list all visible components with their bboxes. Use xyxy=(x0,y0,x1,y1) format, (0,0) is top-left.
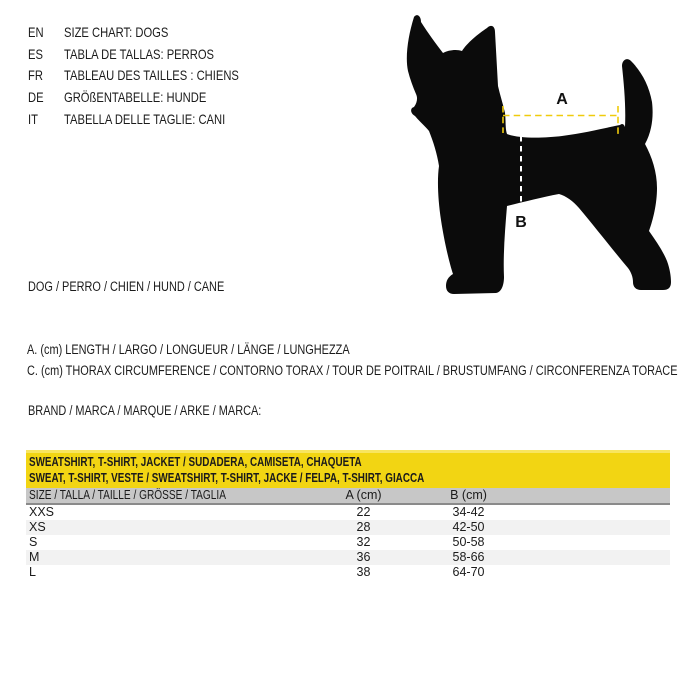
lang-code: IT xyxy=(28,110,38,127)
measure-a-label: A xyxy=(556,91,568,108)
table-row-l xyxy=(26,565,670,580)
dog-silhouette xyxy=(407,15,671,294)
lang-text: TABELLA DELLE TAGLIE: CANI xyxy=(64,110,226,127)
b-cell: 50-58 xyxy=(452,535,485,549)
a-cell: 28 xyxy=(356,520,371,534)
size-cell: XS xyxy=(29,520,46,534)
table-title-line2: SWEAT, T-SHIRT, VESTE / SWEATSHIRT, T-SHIRT, JACKE / FELPA, T-SHIRT, GIACCA xyxy=(29,470,425,485)
a-cell: 38 xyxy=(356,565,371,579)
lang-code: ES xyxy=(28,45,43,62)
col-b-header: B (cm) xyxy=(450,488,487,502)
brand-caption: BRAND / MARCA / MARQUE / ARKE / MARCA: xyxy=(28,403,262,418)
size-cell: S xyxy=(29,535,38,549)
table-body xyxy=(26,505,670,580)
lang-row-de xyxy=(28,86,239,108)
subject-caption: DOG / PERRO / CHIEN / HUND / CANE xyxy=(28,279,225,294)
lang-text: TABLEAU DES TAILLES : CHIENS xyxy=(64,67,239,84)
measure-a-legend: A. (cm) LENGTH / LARGO / LONGUEUR / LÄNGE / LUNGHEZZA xyxy=(27,342,350,357)
lang-row-es xyxy=(28,43,239,65)
col-size-header: SIZE / TALLA / TAILLE / GRÖSSE / TAGLIA xyxy=(29,488,226,502)
size-cell: XXS xyxy=(29,505,55,519)
table-row-xxs xyxy=(26,505,670,520)
language-list xyxy=(28,21,239,129)
a-cell: 36 xyxy=(356,550,371,564)
a-cell: 32 xyxy=(356,535,371,549)
lang-text: TABLA DE TALLAS: PERROS xyxy=(64,45,215,62)
size-table xyxy=(26,450,670,580)
dog-measurement-figure xyxy=(390,10,700,300)
lang-row-it xyxy=(28,108,239,130)
lang-code: FR xyxy=(28,67,43,84)
lang-row-en xyxy=(28,21,239,43)
b-cell: 64-70 xyxy=(452,565,485,579)
lang-row-fr xyxy=(28,64,239,86)
lang-text: GRÖßENTABELLE: HUNDE xyxy=(64,88,207,105)
a-cell: 22 xyxy=(356,505,371,519)
b-cell: 34-42 xyxy=(452,505,485,519)
size-cell: L xyxy=(29,565,36,579)
lang-code: DE xyxy=(28,88,44,105)
table-title-line1: SWEATSHIRT, T-SHIRT, JACKET / SUDADERA, CAMISETA, CHAQUETA xyxy=(29,454,362,469)
table-header-row xyxy=(26,488,670,505)
lang-code: EN xyxy=(28,23,44,40)
table-row-xs xyxy=(26,520,670,535)
b-cell: 42-50 xyxy=(452,520,485,534)
col-a-header: A (cm) xyxy=(345,488,382,502)
lang-text: SIZE CHART: DOGS xyxy=(64,23,169,40)
dog-figure-svg xyxy=(390,10,700,300)
table-title-banner xyxy=(26,450,670,488)
b-cell: 58-66 xyxy=(452,550,485,564)
table-row-m xyxy=(26,550,670,565)
table-row-s xyxy=(26,535,670,550)
measure-b-label: B xyxy=(515,214,527,231)
size-cell: M xyxy=(29,550,40,564)
measure-c-legend: C. (cm) THORAX CIRCUMFERENCE / CONTORNO TORAX / TOUR DE POITRAIL / BRUSTUMFANG / CIRCONFERENZA TORACE xyxy=(27,363,678,378)
